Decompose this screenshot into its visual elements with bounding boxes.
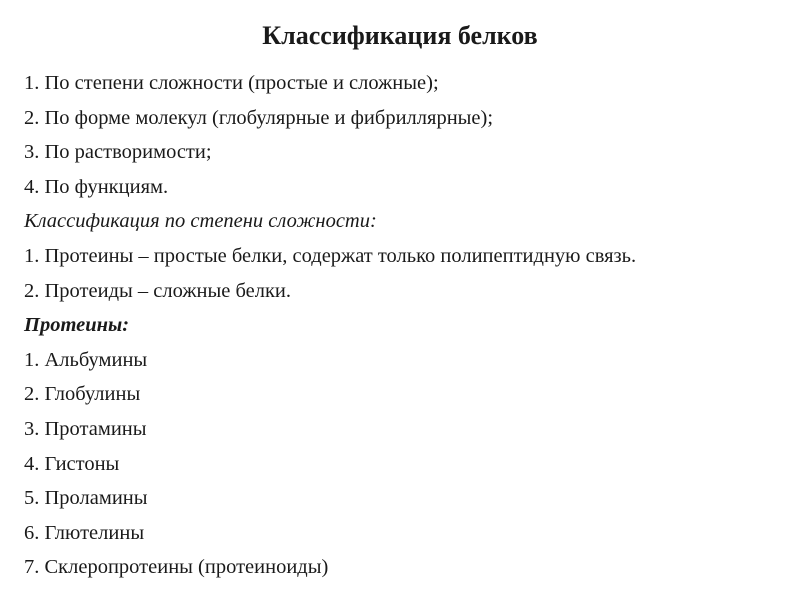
list-item-albumins: 1. Альбумины (24, 348, 148, 371)
list-item-globulins: 2. Глобулины (24, 383, 141, 406)
list-item-molecule-shape: 2. По форме молекул (глобулярные и фибриллярные); (24, 106, 494, 129)
list-item-complexity: 1. По степени сложности (простые и сложные); (24, 72, 439, 94)
list-item-glutelins: 6. Глютелины (24, 521, 145, 544)
section-heading-complexity: Классификация по степени сложности: (24, 210, 377, 233)
list-item-proteins: 1. Протеины – простые белки, содержат только полипептидную связь. (24, 244, 637, 267)
slide-body (24, 66, 784, 585)
list-item-proteids: 2. Протеиды – сложные белки. (24, 279, 292, 302)
list-item-prolamins: 5. Проламины (24, 487, 148, 510)
list-item-scleroproteins: 7. Склеропротеины (протеиноиды) (24, 556, 329, 579)
section-heading-proteins: Протеины: (24, 314, 130, 337)
list-item-solubility: 3. По растворимости; (24, 141, 212, 164)
list-item-histones: 4. Гистоны (24, 452, 120, 475)
list-item-functions: 4. По функциям. (24, 175, 169, 198)
slide-title: Классификация белков (262, 21, 538, 50)
list-item-protamines: 3. Протамины (24, 417, 147, 440)
